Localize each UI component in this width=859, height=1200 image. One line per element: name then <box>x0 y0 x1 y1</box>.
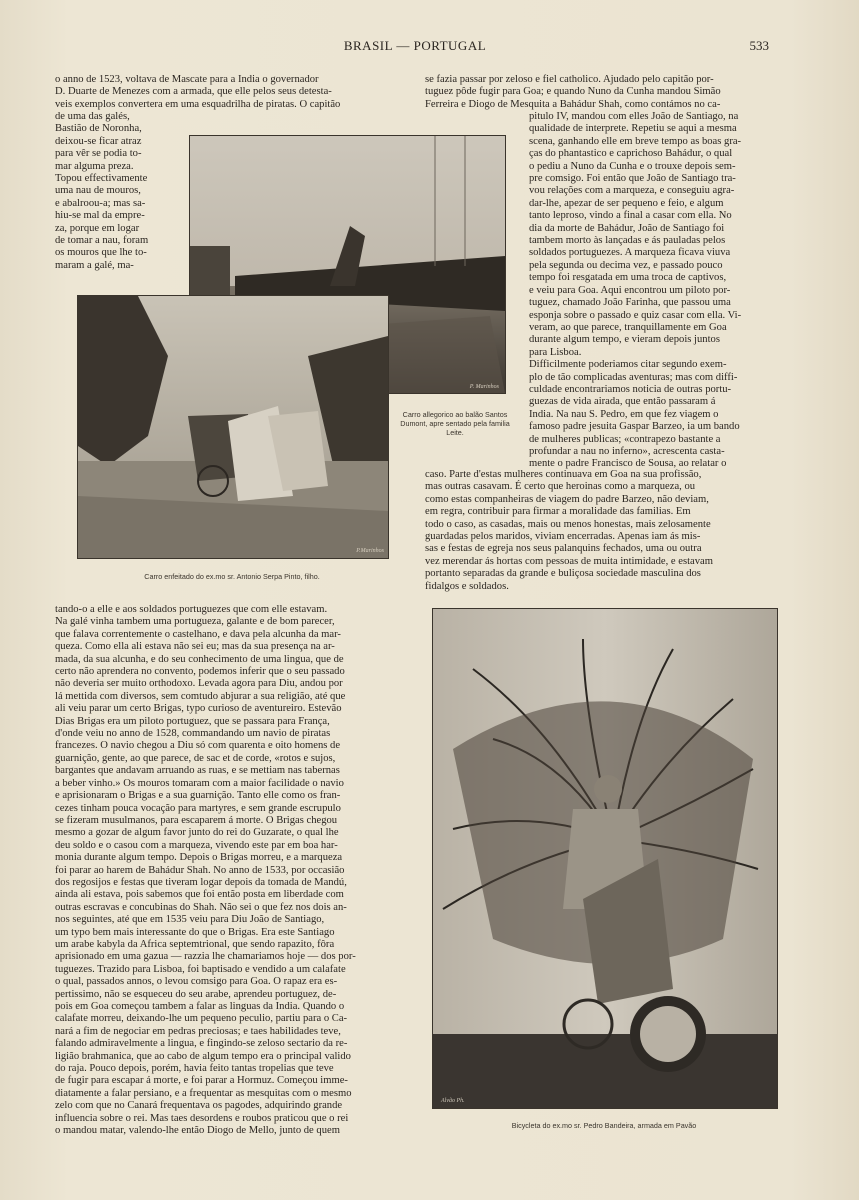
right-top-narrow-line: soldados portuguezes. A marqueza ficava viuva <box>529 247 731 259</box>
left-bottom-line: mesmo a gozar de algum favor junto do rei do Guzarate, o qual lhe <box>55 827 339 839</box>
left-column-top-narrow <box>55 111 165 272</box>
right-top-narrow-line: dar-lhe, apezar de ser pequeno e feio, e algum <box>529 197 724 209</box>
left-bottom-line: e aprisionaram o Brigas e a sua guarnição. Tanto elle como os fran- <box>55 790 341 802</box>
left-bottom-line: monia durante algum tempo. Depois o Brigas morreu, e a marqueza <box>55 852 343 864</box>
left-top-narrow-line: uma nau de mouros, <box>55 185 141 197</box>
right-column-top-right <box>529 111 778 471</box>
left-bottom-line: ainda ali estava, pois sabemos que foi então posta em liberdade com <box>55 889 344 901</box>
left-bottom-line: francezes. O navio chegou a Diu só com quarenta e oito homens de <box>55 740 341 752</box>
left-bottom-line: deu soldo e o casou com a marqueza, vivendo este par em boa har- <box>55 839 338 851</box>
left-bottom-line: influencia sobre o rei. Mas taes desordens e roubos praticou que o rei <box>55 1112 349 1124</box>
right-bottom-line: mas outras casavam. É certo que heroinas como a marqueza, ou <box>425 481 696 493</box>
right-top-narrow-line: qualidade de interprete. Repetiu se aqui a mesma <box>529 123 737 135</box>
right-top-narrow-line: pre comsigo. Foi então que João de Santiago tra- <box>529 173 736 185</box>
left-top-line: veis exemplos convertera em uma esquadrilha de piratas. O capitão <box>55 98 341 110</box>
right-top-line: se fazia passar por zeloso e fiel catholico. Ajudado pelo capitão por- <box>425 74 714 85</box>
left-top-line: D. Duarte de Menezes com a armada, que elle pelos seus detesta- <box>55 86 332 98</box>
right-top-narrow-line: veram, ao que parece, tranquillamente em Goa <box>529 321 727 333</box>
right-bottom-line: todo o caso, as casadas, mais ou menos honestas, mais zelosamente <box>425 518 711 530</box>
right-top-narrow-line: profundar a nau no inferno», acrescenta casta- <box>529 445 725 457</box>
right-top-narrow-line: India. Na nau S. Pedro, em que fez viagem o <box>529 408 719 420</box>
right-top-narrow-line: mente o padre Francisco de Sousa, ao relatar o <box>529 458 727 470</box>
left-bottom-line: ligião brahmanica, que ao cabo de algum tempo era o principal valido <box>55 1050 351 1062</box>
left-bottom-line: aprisionado em uma gazua — razzia lhe chamariamos hoje — dos por- <box>55 951 356 963</box>
left-bottom-line: pertissimo, não se esqueceu do seu arabe, aprendeu portuguez, de- <box>55 988 337 1000</box>
left-top-narrow-line: para vêr se podia to- <box>55 148 142 160</box>
left-bottom-line: calafate morreu, deixando-lhe um pequeno peculio, partiu para o Ca- <box>55 1013 348 1025</box>
right-top-line: Ferreira e Diogo de Mesquita a Bahádur Shah, como contámos no ca- <box>425 98 721 110</box>
left-bottom-line: Dias Brigas era um piloto portuguez, que se passara para França, <box>55 715 330 727</box>
photographer-signature-carriage: P.Marinhos <box>356 548 384 554</box>
right-bottom-line: guardadas pelos maridos, viviam encerradas. Apenas iam ás mis- <box>425 531 701 543</box>
left-bottom-line: bargantes que andavam arruando as ruas, e se mettiam nas tabernas <box>55 765 340 777</box>
page-number: 533 <box>749 38 769 53</box>
left-bottom-line: nará a fim de negociar em pedras preciosas; e taes habilidades teve, <box>55 1025 341 1037</box>
left-bottom-line: zelo com que no Canará frequentava os pagodes, adquirindo grande <box>55 1100 343 1112</box>
left-bottom-line: diatamente a falar persiano, e a frequentar as mesquitas com o mesmo <box>55 1087 352 1099</box>
right-top-narrow-line: de mulheres publicas; «contrapezo bastante a <box>529 433 721 445</box>
left-bottom-line: cezes tinham pouca vocação para martyres, e sem grande escrupulo <box>55 802 341 814</box>
left-bottom-line: se fizeram musulmanos, para escaparem á morte. O Brigas chegou <box>55 814 338 826</box>
right-top-narrow-line: dia da morte de Bahádur, João de Santiago foi <box>529 222 725 234</box>
left-bottom-line: Na galé vinha tambem uma portugueza, galante e de bom parecer, <box>55 616 335 628</box>
photo-peacock-bicycle <box>432 608 778 1109</box>
right-bottom-line: como estas companheiras de viagem do padre Barzeo, não deviam, <box>425 493 709 505</box>
right-top-narrow-line: pitulo IV, mandou com elles João de Santiago, na <box>529 111 739 122</box>
left-top-narrow-line: e abalroou-a; mas sa- <box>55 197 146 209</box>
left-bottom-line: o qual, passados annos, o levou comsigo para Goa. O rapaz era es- <box>55 976 338 988</box>
right-top-narrow-line: scena, ganhando elle em breve tempo as boas gra- <box>529 135 742 147</box>
right-top-narrow-line: pela segunda ou decima vez, e passado pouco <box>529 259 723 271</box>
right-top-narrow-line: tambem morto às lançadas e ás pauladas pelos <box>529 235 726 247</box>
right-top-narrow-line: o pediu a Nuno da Cunha e o trouxe depois sem- <box>529 160 736 172</box>
left-column-bottom <box>55 604 405 1137</box>
right-top-narrow-line: Difficilmente poderiamos citar segundo exem- <box>529 359 727 371</box>
left-top-narrow-line: deixou-se ficar atraz <box>55 135 142 147</box>
left-bottom-line: outras escravas e concubinas do Shah. Não sei o que fez nos dois an- <box>55 901 347 913</box>
caption-peacock-bicycle: Bicycleta do ex.mo sr. Pedro Bandeira, armada em Pavão <box>511 1121 697 1130</box>
left-bottom-line: lá mettida com diversos, sem comtudo abjurar a sua religião, até que <box>55 690 346 702</box>
caption-balloon-float: Carro allegorico ao balão Santos Dumont, apre sentado pela familia Leite. <box>400 410 510 437</box>
left-bottom-line: um typo bem mais interessante do que o Brigas. Era este Santiago <box>55 926 335 938</box>
right-top-narrow-line: guezas de vida airada, que então passaram á <box>529 396 716 408</box>
photo-decorated-carriage <box>77 295 389 559</box>
left-top-narrow-line: Topou effectivamente <box>55 173 148 185</box>
left-bottom-line: dos regosijos e festas que tiveram logar depois da tomada de Mandú, <box>55 876 347 888</box>
left-top-narrow-line: de uma das galés, <box>55 111 130 122</box>
right-top-narrow-line: durante algum tempo, e vieram depois juntos <box>529 334 720 346</box>
left-top-narrow-line: os mouros que lhe to- <box>55 247 147 259</box>
right-top-narrow-line: tempo foi resgatada em uma troca de captivos, <box>529 272 727 284</box>
left-top-narrow-line: mar alguma preza. <box>55 160 134 172</box>
left-bottom-line: guarnição, gente, ao que parece, de sac et de corde, «rotos e sujos, <box>55 752 336 764</box>
left-bottom-line: pois em Goa começou tambem a falar as linguas da India. Quando o <box>55 1001 345 1012</box>
left-bottom-line: queza. Como ella ali estava não sei eu; mas da sua presença na ar- <box>55 641 335 653</box>
left-bottom-line: falando admiravelmente a lingua, e fingindo-se zeloso sectario da re- <box>55 1038 348 1050</box>
left-top-narrow-line: Bastião de Noronha, <box>55 123 142 135</box>
right-top-narrow-line: famoso padre jesuita Gaspar Barzeo, ia um bando <box>529 421 740 433</box>
caption-decorated-carriage: Carro enfeitado do ex.mo sr. Antonio Serpa Pinto, filho. <box>144 572 320 581</box>
left-bottom-line: o mandou matar, valendo-lhe então Diogo de Mello, junto de quem <box>55 1125 340 1137</box>
left-bottom-line: não deveria ser muito orthodoxo. Levada agora para Diu, andou por <box>55 678 343 690</box>
right-top-narrow-line: e veiu para Goa. Aqui encontrou um piloto por- <box>529 284 731 296</box>
page-header <box>0 38 859 58</box>
left-top-narrow-line: de tomar a nau, foram <box>55 235 149 247</box>
left-bottom-line: certo não aprendera no convento, podemos inferir que o seu passado <box>55 666 345 678</box>
left-column-top-full <box>55 74 405 111</box>
left-top-narrow-line: za, porque em logar <box>55 222 140 234</box>
right-top-narrow-line: culdade encontrariamos noticia de outras portu- <box>529 383 732 395</box>
left-bottom-line: do raja. Pouco depois, porém, havia feito tantas tropelias que teve <box>55 1063 334 1075</box>
right-top-narrow-line: esponja sobre o passado e quiz casar com ella. Vi- <box>529 309 742 321</box>
right-top-narrow-line: tuguez, chamado João Farinha, que passou uma <box>529 297 731 309</box>
right-bottom-line: fidalgos e soldados. <box>425 580 509 592</box>
right-column-top-full <box>425 74 778 111</box>
running-title: BRASIL — PORTUGAL <box>343 38 487 53</box>
left-bottom-line: nos seguintes, até que em 1535 veiu para Diu João de Santiago, <box>55 914 325 926</box>
right-bottom-line: portanto separadas da grande e buliçosa sociedade masculina dos <box>425 568 701 580</box>
photographer-signature-balloon: P. Marinhos <box>469 384 499 390</box>
left-bottom-line: ali veiu parar um certo Brigas, typo curioso de aventureiro. Estevão <box>55 703 342 715</box>
left-bottom-line: de fugir para escapar á morte, e foi parar a Hormuz. Começou imme- <box>55 1075 348 1087</box>
left-top-narrow-line: hiu-se mal da empre- <box>55 210 145 222</box>
right-bottom-line: sas e festas de egreja nos seus palanquins fechados, uma ou outra <box>425 543 702 555</box>
right-bottom-line: vez merendar ás hortas com pessoas de muita intimidade, e estavam <box>425 555 713 567</box>
left-bottom-line: tuguezes. Trazido para Lisboa, foi baptisado e vendido a um calafate <box>55 963 346 975</box>
right-top-narrow-line: vou relações com a marqueza, e conseguiu agra- <box>529 185 735 197</box>
right-top-narrow-line: ças do phantastico e caprichoso Bahádur, o qual <box>529 148 733 160</box>
left-bottom-line: um arabe kabyla da Africa septemtrional, que sendo rapazito, fôra <box>55 938 335 950</box>
left-bottom-line: d'onde veiu no anno de 1528, commandando um navio de piratas <box>55 728 331 740</box>
right-bottom-line: caso. Parte d'estas mulheres continuava em Goa na sua profissão, <box>425 469 702 480</box>
left-top-narrow-line: maram a galé, ma- <box>55 259 134 271</box>
right-top-narrow-line: plo de tão complicadas aventuras; mas com diffi- <box>529 371 738 383</box>
left-bottom-line: foi parar ao harem de Bahádur Shah. No anno de 1533, por occasião <box>55 864 345 876</box>
left-bottom-line: tando-o a elle e aos soldados portuguezes que com elle estavam. <box>55 604 328 615</box>
right-bottom-line: em regra, contribuir para firmar a moralidade das familias. Em <box>425 506 691 518</box>
left-bottom-line: mada, da sua alcunha, e do seu conhecimento de uma lingua, que de <box>55 653 344 665</box>
right-column-top-bottom <box>425 469 778 593</box>
right-top-narrow-line: para Lisboa. <box>529 346 582 358</box>
right-top-narrow-line: tanto leproso, vindo a final a casar com ella. No <box>529 210 732 222</box>
left-top-line: o anno de 1523, voltava de Mascate para a India o governador <box>55 74 319 85</box>
photographer-signature-bicycle: Alvão Ph. <box>441 1098 465 1104</box>
right-top-line: tuguez pôde fugir para Goa; e quando Nuno da Cunha mandou Simão <box>425 86 721 98</box>
left-bottom-line: a beber vinho.» Os mouros tomaram com a maior facilidade o navio <box>55 777 344 789</box>
left-bottom-line: que falava correntemente o castelhano, e dava pela alcunha da mar- <box>55 628 341 640</box>
